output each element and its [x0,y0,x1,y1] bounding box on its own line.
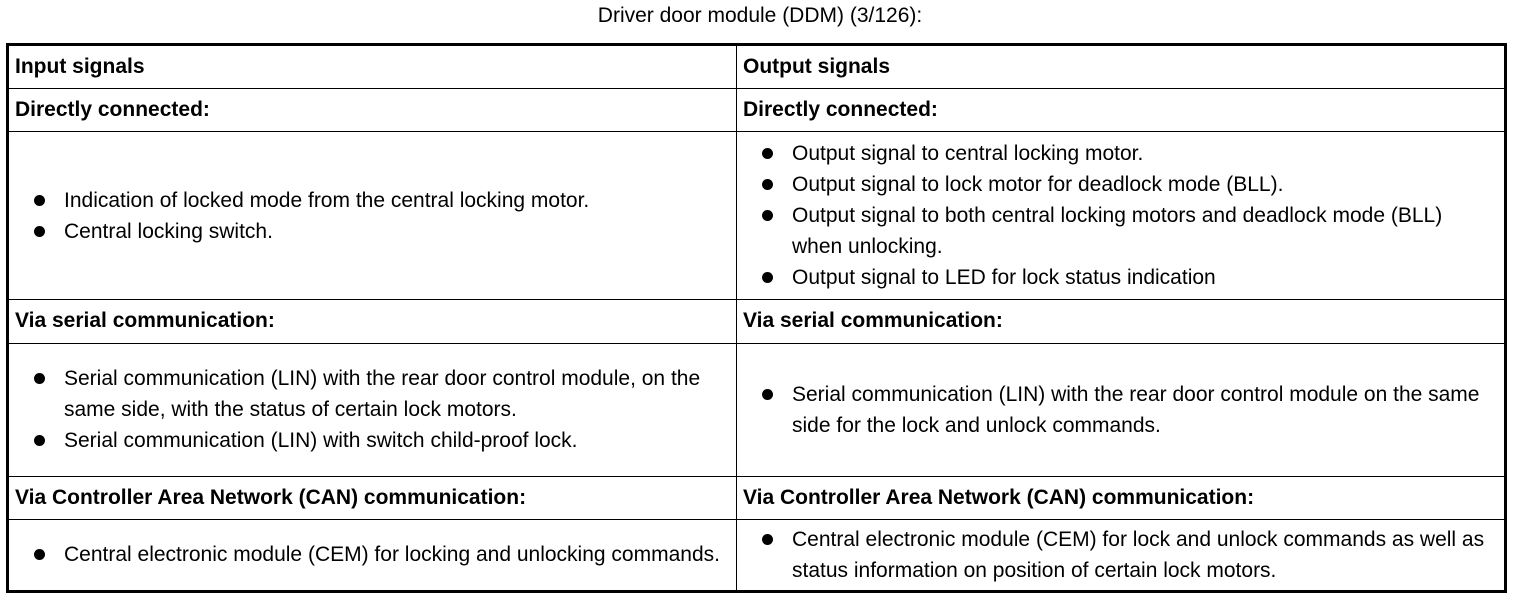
header-input-signals: Input signals [8,45,737,89]
list-item-text: Output signal to both central locking motors and deadlock mode (BLL) when unlocking. [792,204,1443,259]
section-label-directly-input: Directly connected: [8,89,737,132]
output-list-serial [743,379,1498,441]
bullet-icon [762,272,773,283]
bullet-icon [34,435,45,446]
list-item-text: Output signal to central locking motor. [792,142,1144,166]
section-row-directly [8,89,1506,132]
output-list-directly [743,138,1498,293]
section-label-can-input: Via Controller Area Network (CAN) communication: [8,476,737,519]
input-list-serial [15,363,730,456]
section-label-serial-output: Via serial communication: [737,300,1506,343]
output-list-can [743,524,1498,586]
header-output-signals: Output signals [737,45,1506,89]
list-item-text: Serial communication (LIN) with the rear door control module on the same side for the lock and unlock commands. [792,382,1480,437]
list-item [743,379,1498,441]
section-row-serial [8,300,1506,343]
output-cell-directly [737,132,1506,300]
bullet-icon [34,226,45,237]
list-item-text: Central electronic module (CEM) for lock and unlock commands as well as status information on position of certain lock motors. [792,527,1485,582]
list-item [743,262,1498,293]
list-item [15,216,730,247]
list-item [743,524,1498,586]
list-item [743,169,1498,200]
list-item [15,363,730,425]
bullet-icon [34,195,45,206]
input-cell-serial [8,343,737,476]
bullet-icon [762,210,773,221]
section-label-serial-input: Via serial communication: [8,300,737,343]
list-item [15,425,730,456]
list-item [743,200,1498,262]
bullet-icon [34,373,45,384]
input-cell-can [8,519,737,591]
bullet-icon [34,549,45,560]
table-header-row [8,45,1506,89]
bullet-icon [762,389,773,400]
output-cell-serial [737,343,1506,476]
list-item-text: Central electronic module (CEM) for locking and unlocking commands. [64,543,720,567]
content-row-directly [8,132,1506,300]
list-item [743,138,1498,169]
input-list-directly [15,185,730,247]
output-cell-can [737,519,1506,591]
section-row-can [8,476,1506,519]
bullet-icon [762,179,773,190]
content-row-can [8,519,1506,591]
bullet-icon [762,148,773,159]
input-list-can [15,539,730,570]
list-item-text: Indication of locked mode from the central locking motor. [64,188,590,212]
section-label-directly-output: Directly connected: [737,89,1506,132]
section-label-can-output: Via Controller Area Network (CAN) communication: [737,476,1506,519]
list-item [15,185,730,216]
list-item-text: Serial communication (LIN) with the rear door control module, on the same side, with the status of certain lock motors. [64,367,701,422]
bullet-icon [762,534,773,545]
list-item-text: Serial communication (LIN) with switch child-proof lock. [64,429,578,453]
signals-table [6,43,1507,593]
list-item-text: Output signal to lock motor for deadlock mode (BLL). [792,173,1284,197]
list-item-text: Output signal to LED for lock status indication [792,266,1216,290]
list-item-text: Central locking switch. [64,219,273,243]
page-title: Driver door module (DDM) (3/126): [597,4,923,27]
input-cell-directly [8,132,737,300]
list-item [15,539,730,570]
content-row-serial [8,343,1506,476]
